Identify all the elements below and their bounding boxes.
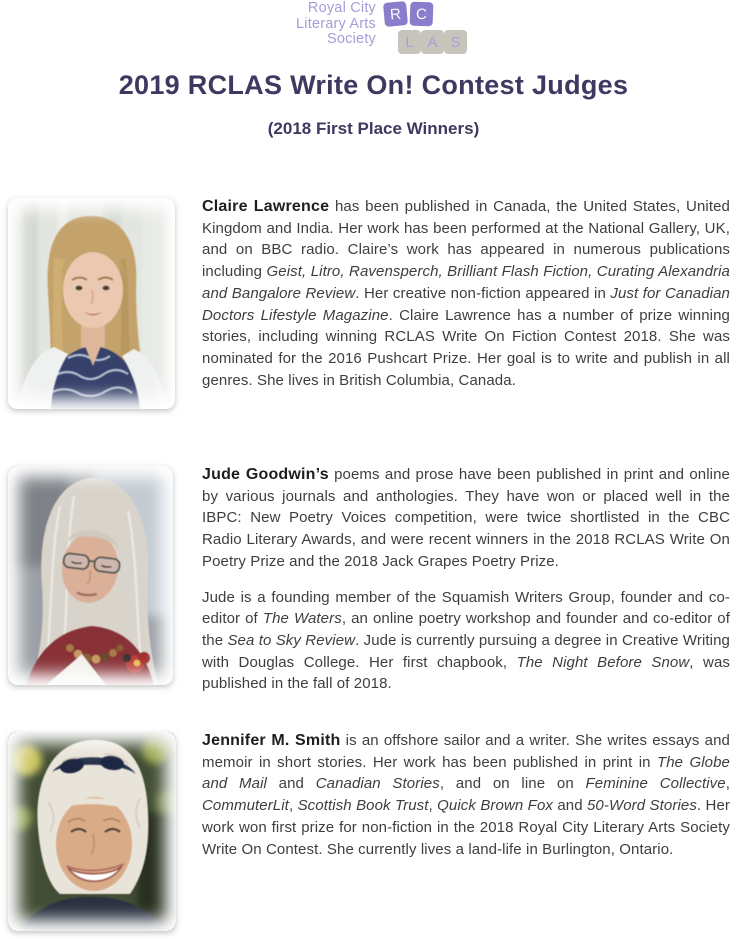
logo-tile-l: L	[398, 30, 421, 54]
logo-line-1: Royal City	[307, 0, 376, 16]
rclas-logo-wordmark	[262, 1, 376, 48]
photo-jude-goodwin	[8, 466, 173, 685]
bio-paragraph: Jude Goodwin’s poems and prose have been published in print and online by various journals and anthologies. They have won or placed well in the IBPC: New Poetry Voices competition, were twice shortlisted in the CBC Radio Literary Awards, and were recent winners in the 2018 RCLAS Write On Poetry Prize and the 2018 Jack Grapes Poetry Prize.	[202, 466, 730, 570]
page-subtitle: (2018 First Place Winners)	[267, 119, 480, 138]
jennifer-portrait-illustration	[8, 732, 176, 931]
photo-jennifer-m-smith	[8, 732, 176, 931]
logo-tile-c: C	[410, 2, 434, 27]
photo-claire-lawrence	[8, 198, 175, 409]
logo-line-2: Literary Arts	[296, 15, 376, 32]
bio-claire-lawrence	[202, 196, 730, 391]
page-title: 2019 RCLAS Write On! Contest Judges	[118, 70, 629, 100]
logo-tile-r: R	[383, 1, 408, 27]
jude-portrait-illustration	[8, 466, 173, 685]
logo-line-3: Society	[327, 31, 376, 47]
bio-jude-goodwin	[202, 464, 730, 695]
logo-tile-s: S	[444, 30, 467, 54]
bio-jennifer-m-smith	[202, 730, 730, 860]
bio-paragraph: Claire Lawrence has been published in Canada, the United States, United Kingdom and India. Her work has been performed at the National Gallery, UK, and on BBC radio. Claire’s work has appeared in numerous publications including Geist, Litro, Ravensperch, Brilliant Flash Fiction, Curating Alexandria and Bangalore Review. Her creative non-fiction appeared in Just for Canadian Doctors Lifestyle Magazine. Claire Lawrence has a number of prize winning stories, including winning RCLAS Write On Fiction Contest 2018. She was nominated for the 2016 Pushcart Prize. Her goal is to write and publish in all genres. She lives in British Columbia, Canada.	[202, 198, 730, 389]
bio-paragraph: Jennifer M. Smith is an offshore sailor and a writer. She writes essays and memoir in short stories. Her work has been published in print in The Globe and Mail and Canadian Stories, and on line on Feminine Collective, CommuterLit, Scottish Book Trust, Quick Brown Fox and 50-Word Stories. Her work won first prize for non-fiction in the 2018 Royal City Literary Arts Society Write On Contest. She currently lives a land-life in Burlington, Ontario.	[202, 732, 731, 858]
logo-tile-a: A	[421, 30, 444, 54]
bio-paragraph: Jude is a founding member of the Squamish Writers Group, founder and co-editor of The Waters, an online poetry workshop and founder and co-editor of the Sea to Sky Review. Jude is currently pursuing a degree in Creative Writing with Douglas College. Her first chapbook, The Night Before Snow, was published in the fall of 2018.	[202, 588, 731, 693]
claire-portrait-illustration	[8, 198, 175, 409]
